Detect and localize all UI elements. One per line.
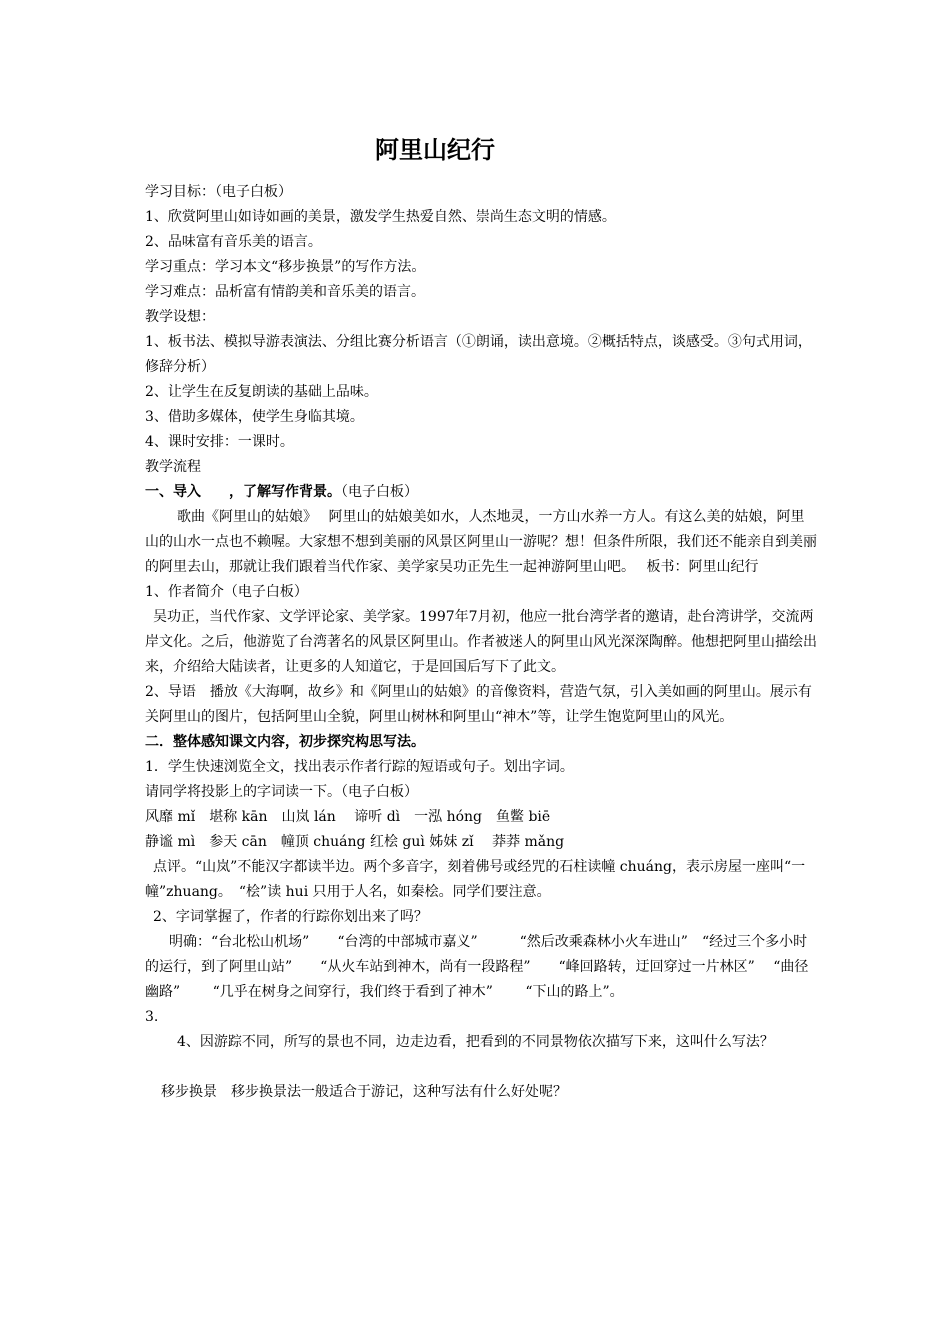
page-title: 阿里山纪行 (375, 136, 495, 164)
section-1-title: 一、导入 ，了解写作背景。 (145, 484, 341, 500)
section-1-heading (145, 480, 817, 505)
learning-difficulty: 学习难点：品析富有情韵美和音乐美的语言。 (145, 284, 425, 300)
spacer (145, 1055, 817, 1080)
task-1: 1．学生快速浏览全文，找出表示作者行踪的短语或句子。划出字词。 (145, 759, 574, 775)
teaching-plan-1: 1、板书法、模拟导游表演法、分组比赛分析语言（①朗诵，读出意境。②概括特点，谈感受。③句式用词，修辞分析） (145, 334, 812, 375)
writing-method: 移步换景 移步换景法一般适合于游记，这种写法有什么好处呢？ (161, 1084, 567, 1100)
vocab-comment: 点评。“山岚”不能汉字都读半边。两个多音字，刻着佛号或经咒的石柱读幢 chuáng，表示房屋一座叫“一幢”zhuang。 “桧”读 hui 只用于人名，如秦桧。同学们要注意。 (145, 859, 806, 900)
author-intro-heading: 1、作者简介（电子白板） (145, 584, 308, 600)
section-2-heading: 二．整体感知课文内容，初步探究构思写法。 (145, 734, 425, 750)
author-intro-paragraph: 吴功正，当代作家、文学评论家、美学家。1997年7月初，他应一批台湾学者的邀请，赴台湾讲学，交流两岸文化。之后，他游览了台湾著名的风景区阿里山。作者被迷人的阿里山风光深深陶醉。他想把阿里山描绘出来，介绍给大陆读者，让更多的人知道它，于是回国后写下了此文。 (145, 609, 817, 675)
teaching-process-heading: 教学流程 (145, 459, 201, 475)
task-2: 2、字词掌握了，作者的行踪你划出来了吗？ (153, 909, 428, 925)
section-1-note: （电子白板） (341, 484, 418, 500)
task-1-instruction: 请同学将投影上的字词读一下。（电子白板） (145, 784, 418, 800)
teaching-plan-3: 3、借助多媒体，使学生身临其境。 (145, 409, 364, 425)
teaching-plan-2: 2、让学生在反复朗读的基础上品味。 (145, 384, 378, 400)
route-answer: 明确：“台北松山机场” “台湾的中部城市嘉义” “然后改乘森林小火车进山” “经过三个多小时的运行，到了阿里山站” “从火车站到神木，尚有一段路程” “峰回路转，迂回穿过一片林区” “曲径幽路” “几乎在树身之间穿行，我们终于看到了神木” “下山的路上”。 (145, 934, 809, 1000)
objective-2: 2、品味富有音乐美的语言。 (145, 234, 322, 250)
teaching-plan-4: 4、课时安排：一课时。 (145, 434, 294, 450)
lead-in-paragraph: 2、导语 播放《大海啊，故乡》和《阿里山的姑娘》的音像资料，营造气氛，引入美如画的阿里山。展示有关阿里山的图片，包括阿里山全貌，阿里山树林和阿里山“神木”等，让学生饱览阿里山的风光。 (145, 684, 812, 725)
task-4: 4、因游踪不同，所写的景也不同，边走边看，把看到的不同景物依次描写下来，这叫什么写法？ (177, 1034, 774, 1050)
learning-focus: 学习重点：学习本文“移步换景”的写作方法。 (145, 259, 426, 275)
task-3: 3. (145, 1009, 159, 1025)
vocab-line-2: 静谧 mì 参天 cān 幢顶 chuáng 红桧 guì 姊妹 zǐ 莽莽 mǎng (145, 834, 565, 850)
learning-objectives-heading: 学习目标：（电子白板） (145, 184, 292, 200)
objective-1: 1、欣赏阿里山如诗如画的美景，激发学生热爱自然、崇尚生态文明的情感。 (145, 209, 616, 225)
intro-paragraph: 歌曲《阿里山的姑娘》 阿里山的姑娘美如水，人杰地灵，一方山水养一方人。有这么美的姑娘，阿里山的山水一点也不赖喔。大家想不想到美丽的风景区阿里山一游呢？想！但条件所限，我们还不能亲自到美丽的阿里去山，那就让我们跟着当代作家、美学家吴功正先生一起神游阿里山吧。 板书：阿里山纪行 (145, 509, 817, 575)
teaching-plan-heading: 教学设想： (145, 309, 215, 325)
vocab-line-1: 风靡 mǐ 堪称 kān 山岚 lán 谛听 dì 一泓 hóng 鱼鳖 biē (145, 809, 551, 825)
document-body (145, 128, 817, 1105)
